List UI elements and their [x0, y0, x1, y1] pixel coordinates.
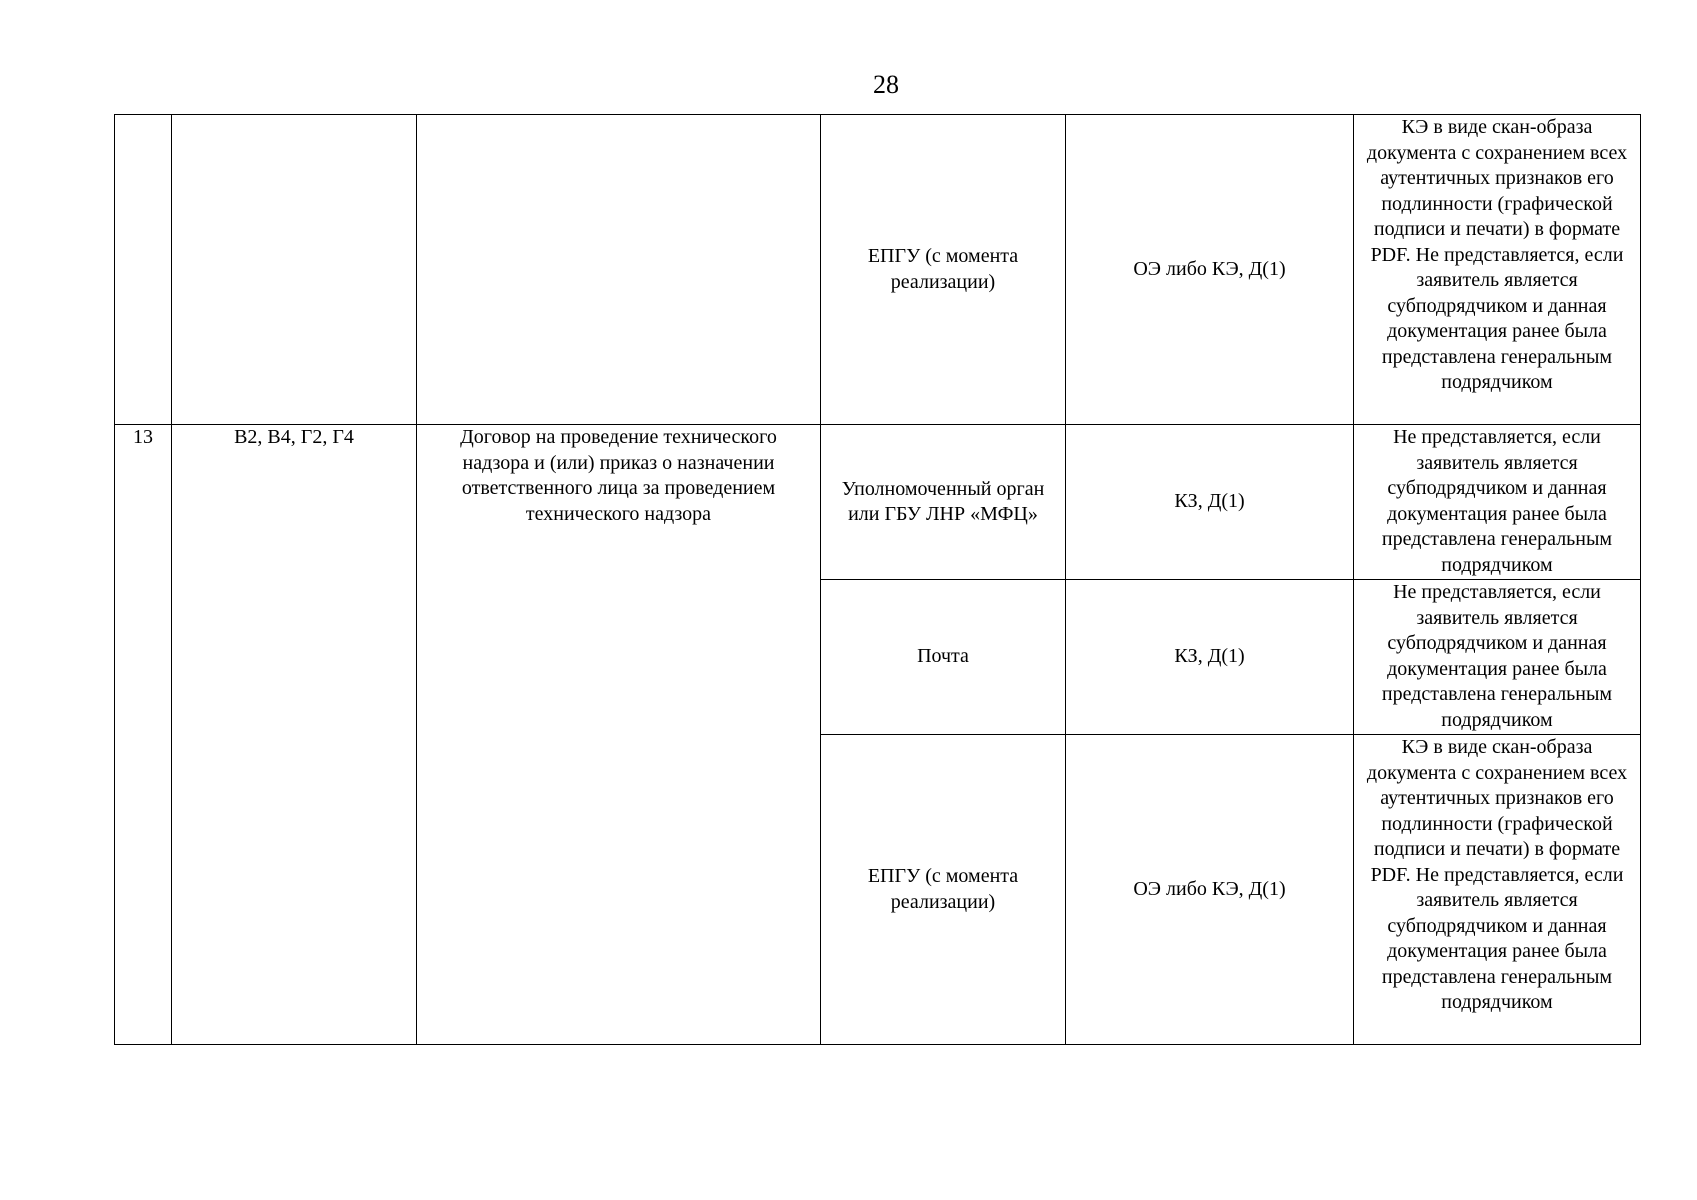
codes-cell: [172, 115, 417, 425]
note-text: Не представляется, если заявитель является субподрядчиком и данная документация ранее была представлена генеральным подрядчиком: [1381, 581, 1613, 731]
table-row: [115, 115, 1641, 425]
note-cell: [1354, 115, 1641, 425]
note-cell: [1354, 735, 1641, 1045]
codes-cell: [172, 425, 417, 1045]
channel-text: ЕПГУ (с момента реализации): [867, 865, 1019, 913]
channel-cell: [821, 425, 1066, 580]
form-text: ОЭ либо КЭ, Д(1): [1133, 877, 1286, 900]
channel-text: Уполномоченный орган или ГБУ ЛНР «МФЦ»: [841, 477, 1045, 525]
form-text: КЗ, Д(1): [1174, 645, 1245, 668]
form-cell: [1066, 115, 1354, 425]
channel-cell: [821, 580, 1066, 735]
document-cell: [417, 425, 821, 1045]
note-text: КЭ в виде скан-образа документа с сохранением всех аутентичных признаков его подлинности (графической подписи и печати) в формате PDF. Не представляется, если заявитель является субподрядчиком и данная документация ранее была представлена генеральным подрядчиком: [1366, 736, 1628, 1013]
form-text: КЗ, Д(1): [1174, 490, 1245, 513]
note-cell: [1354, 580, 1641, 735]
channel-cell: [821, 115, 1066, 425]
form-cell: [1066, 580, 1354, 735]
row-number: 13: [133, 426, 153, 448]
number-cell: [115, 115, 172, 425]
form-text: ОЭ либо КЭ, Д(1): [1133, 257, 1286, 280]
channel-text: Почта: [917, 645, 969, 668]
note-text: Не представляется, если заявитель является субподрядчиком и данная документация ранее была представлена генеральным подрядчиком: [1381, 426, 1613, 576]
document-cell: [417, 115, 821, 425]
channel-text: ЕПГУ (с момента реализации): [867, 245, 1019, 293]
codes-text: В2, В4, Г2, Г4: [234, 426, 354, 448]
note-text: КЭ в виде скан-образа документа с сохранением всех аутентичных признаков его подлинности (графической подписи и печати) в формате PDF. Не представляется, если заявитель является субподрядчиком и данная документация ранее была представлена генеральным подрядчиком: [1366, 116, 1628, 393]
table-row: [115, 425, 1641, 580]
document-text: Договор на проведение технического надзора и (или) приказ о назначении ответственного лица за проведением технического надзора: [460, 426, 777, 525]
number-cell: [115, 425, 172, 1045]
documents-table: [114, 114, 1641, 1045]
channel-cell: [821, 735, 1066, 1045]
form-cell: [1066, 425, 1354, 580]
note-cell: [1354, 425, 1641, 580]
page-number: 28: [873, 70, 899, 99]
form-cell: [1066, 735, 1354, 1045]
